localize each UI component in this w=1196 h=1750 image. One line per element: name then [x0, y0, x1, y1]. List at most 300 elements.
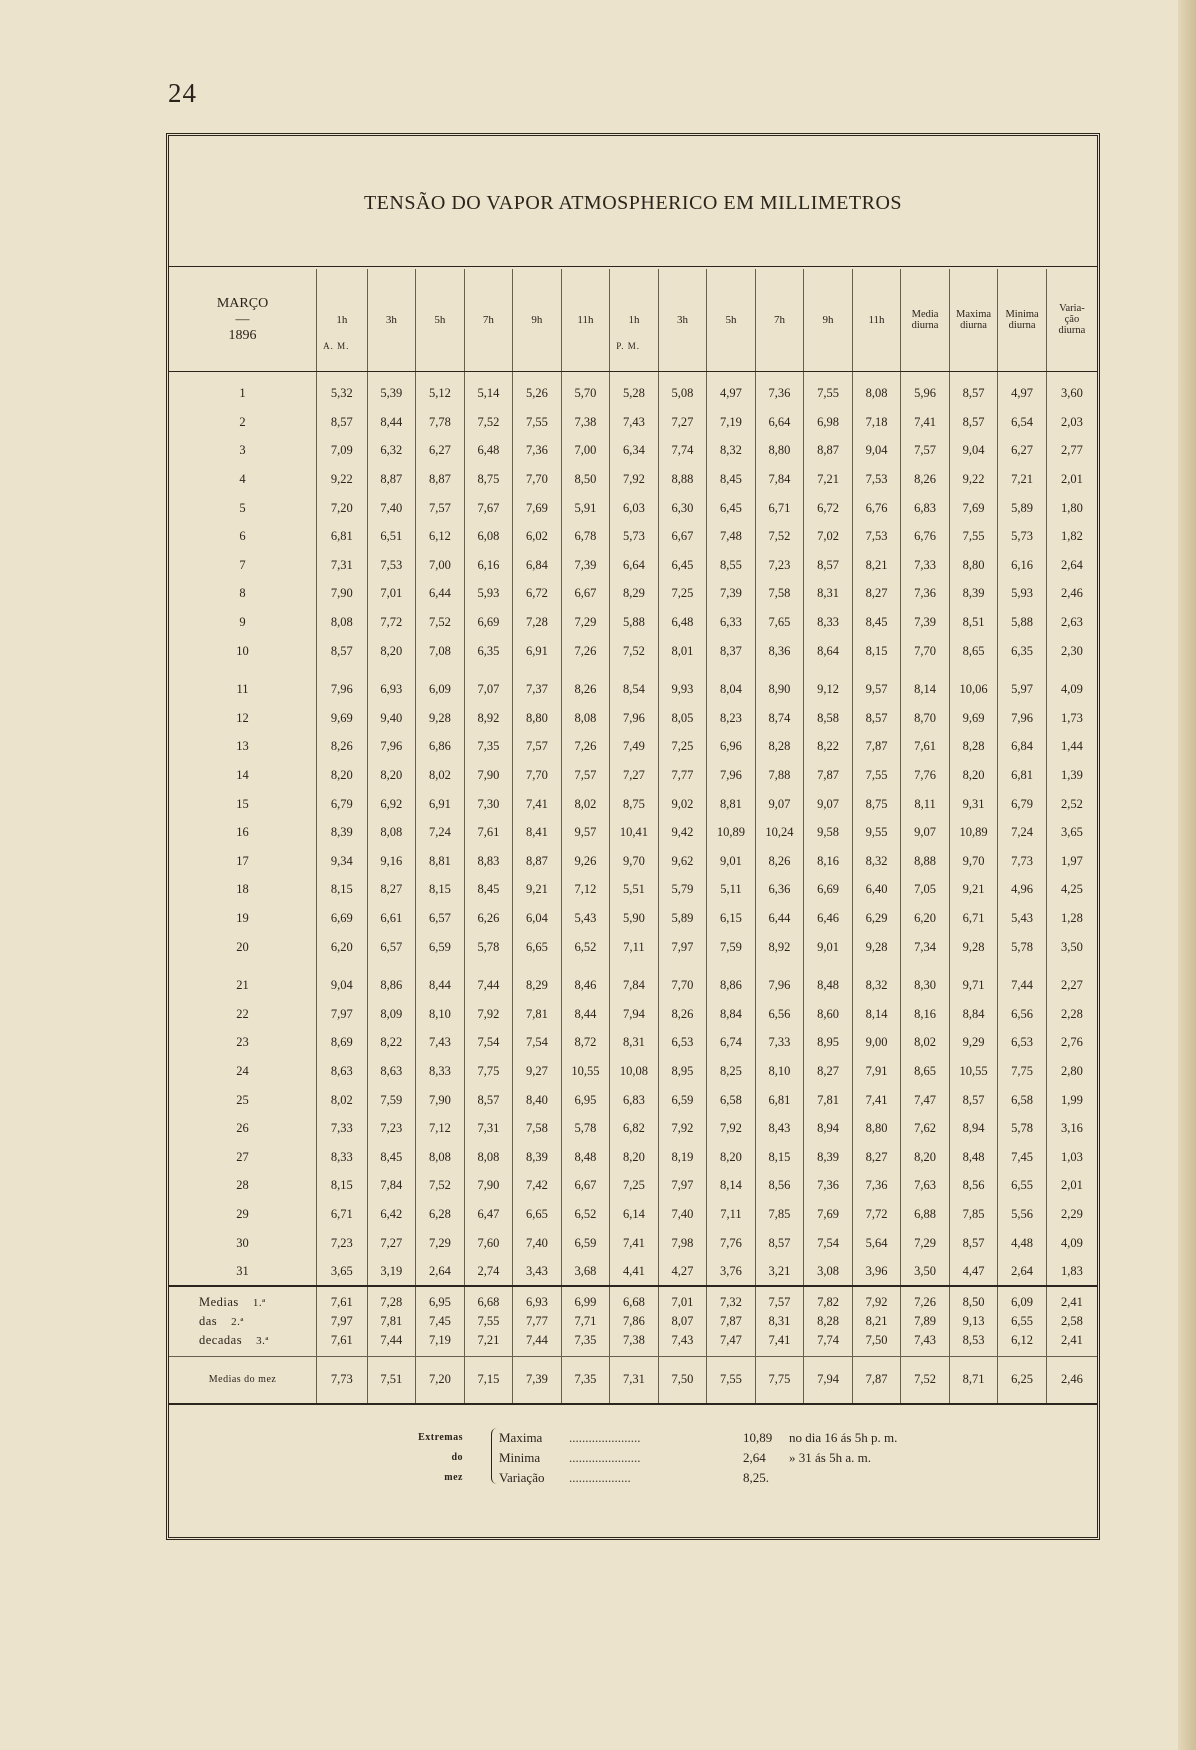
value-cell: 8,57 — [949, 1086, 998, 1115]
value-cell: 9,55 — [852, 818, 901, 847]
value-cell: 7,19 — [416, 1331, 465, 1357]
value-cell: 8,39 — [949, 580, 998, 609]
value-cell: 8,57 — [464, 1086, 513, 1115]
value-cell: 2,63 — [1046, 608, 1097, 637]
spacer-cell — [707, 665, 756, 675]
value-cell: 8,20 — [317, 761, 368, 790]
value-cell: 8,75 — [610, 790, 659, 819]
value-cell: 6,72 — [513, 580, 562, 609]
value-cell: 5,08 — [658, 380, 707, 409]
table-row — [169, 380, 1097, 409]
value-cell: 6,45 — [658, 551, 707, 580]
value-cell: 8,57 — [852, 704, 901, 733]
value-cell: 8,33 — [804, 608, 853, 637]
value-cell: 2,74 — [464, 1257, 513, 1286]
value-cell: 7,90 — [416, 1086, 465, 1115]
hour-label: 9h — [822, 314, 834, 327]
value-cell: 7,29 — [561, 608, 610, 637]
value-cell: 8,87 — [804, 437, 853, 466]
value-cell: 8,69 — [317, 1029, 368, 1058]
value-cell: 3,16 — [1046, 1114, 1097, 1143]
value-cell: 7,39 — [901, 608, 950, 637]
value-cell: 7,52 — [464, 408, 513, 437]
value-cell: 8,39 — [804, 1143, 853, 1172]
value-cell: 9,28 — [949, 933, 998, 962]
value-cell: 7,84 — [755, 465, 804, 494]
value-cell: 7,25 — [658, 733, 707, 762]
value-cell: 4,96 — [998, 876, 1047, 905]
value-cell: 6,52 — [561, 1200, 610, 1229]
value-cell: 7,21 — [464, 1331, 513, 1357]
value-cell: 8,81 — [707, 790, 756, 819]
value-cell: 7,07 — [464, 675, 513, 704]
day-number: 6 — [239, 529, 246, 544]
spacer-cell — [513, 371, 562, 380]
table-row — [169, 408, 1097, 437]
day-number: 7 — [239, 557, 246, 572]
value-cell: 8,70 — [901, 704, 950, 733]
value-cell: 7,28 — [513, 608, 562, 637]
day-number: 2 — [239, 414, 246, 429]
value-cell: 7,33 — [317, 1114, 368, 1143]
day-number: 3 — [239, 443, 246, 458]
value-cell: 7,92 — [464, 1000, 513, 1029]
value-cell: 7,34 — [901, 933, 950, 962]
value-cell: 6,91 — [416, 790, 465, 819]
value-cell: 2,41 — [1046, 1331, 1097, 1357]
value-cell: 8,57 — [317, 408, 368, 437]
value-cell: 6,65 — [513, 933, 562, 962]
value-cell: 7,57 — [513, 733, 562, 762]
value-cell: 7,21 — [998, 465, 1047, 494]
value-cell: 8,45 — [852, 608, 901, 637]
value-cell: 4,41 — [610, 1257, 659, 1286]
header-line: Varia- — [1059, 303, 1085, 315]
value-cell: 8,10 — [416, 1000, 465, 1029]
spacer-cell — [610, 371, 659, 380]
table-row — [169, 1057, 1097, 1086]
value-cell: 8,60 — [804, 1000, 853, 1029]
value-cell: 8,45 — [707, 465, 756, 494]
value-cell: 6,82 — [610, 1114, 659, 1143]
day-number: 5 — [239, 500, 246, 515]
value-cell: 8,02 — [317, 1086, 368, 1115]
value-cell: 6,46 — [804, 904, 853, 933]
title-box — [169, 136, 1097, 267]
value-cell: 8,65 — [949, 637, 998, 666]
value-cell: 8,33 — [317, 1143, 368, 1172]
decada-number: 1.ª — [252, 1296, 266, 1309]
value-cell: 7,27 — [658, 408, 707, 437]
value-cell: 5,96 — [901, 380, 950, 409]
value-cell: 8,50 — [561, 465, 610, 494]
value-cell: 2,64 — [416, 1257, 465, 1286]
value-cell: 7,53 — [367, 551, 416, 580]
value-cell: 6,36 — [755, 876, 804, 905]
value-cell: 8,20 — [707, 1143, 756, 1172]
value-cell: 6,16 — [998, 551, 1047, 580]
day-number: 31 — [236, 1263, 249, 1278]
spacer-cell — [658, 961, 707, 971]
value-cell: 3,21 — [755, 1257, 804, 1286]
value-cell: 3,65 — [317, 1257, 368, 1286]
spacer-cell — [852, 961, 901, 971]
value-cell: 6,59 — [416, 933, 465, 962]
value-cell: 7,39 — [561, 551, 610, 580]
value-cell: 7,96 — [367, 733, 416, 762]
value-cell: 2,64 — [1046, 551, 1097, 580]
value-cell: 7,55 — [513, 408, 562, 437]
value-cell: 7,59 — [707, 933, 756, 962]
value-cell: 7,36 — [852, 1172, 901, 1201]
extremas-label: do — [451, 1452, 463, 1463]
value-cell: 8,95 — [658, 1057, 707, 1086]
value-cell: 5,91 — [561, 494, 610, 523]
value-cell: 7,57 — [901, 437, 950, 466]
hour-header — [610, 269, 659, 371]
value-cell: 7,26 — [901, 1286, 950, 1312]
value-cell: 8,28 — [949, 733, 998, 762]
value-cell: 6,20 — [317, 933, 368, 962]
spacer-cell — [852, 665, 901, 675]
value-cell: 7,52 — [610, 637, 659, 666]
spacer-cell — [317, 961, 368, 971]
value-cell: 7,96 — [610, 704, 659, 733]
value-cell: 6,03 — [610, 494, 659, 523]
value-cell: 9,40 — [367, 704, 416, 733]
extremas-value: 10,89 — [743, 1430, 773, 1445]
value-cell: 3,76 — [707, 1257, 756, 1286]
value-cell: 5,26 — [513, 380, 562, 409]
value-cell: 7,44 — [998, 971, 1047, 1000]
value-cell: 7,35 — [561, 1331, 610, 1357]
value-cell: 6,69 — [464, 608, 513, 637]
value-cell: 8,08 — [561, 704, 610, 733]
hour-label: 7h — [773, 314, 785, 327]
value-cell: 7,28 — [367, 1286, 416, 1312]
value-cell: 8,02 — [416, 761, 465, 790]
value-cell: 8,26 — [561, 675, 610, 704]
value-cell: 8,26 — [317, 733, 368, 762]
spacer-cell — [513, 665, 562, 675]
data-table — [169, 269, 1097, 1405]
value-cell: 7,87 — [852, 733, 901, 762]
value-cell: 7,84 — [367, 1172, 416, 1201]
value-cell: 8,20 — [949, 761, 998, 790]
value-cell: 3,60 — [1046, 380, 1097, 409]
value-cell: 8,56 — [755, 1172, 804, 1201]
spacer-cell — [513, 961, 562, 971]
value-cell: 2,03 — [1046, 408, 1097, 437]
value-cell: 8,26 — [901, 465, 950, 494]
extremas-row-variacao — [169, 1468, 1097, 1488]
value-cell: 4,47 — [949, 1257, 998, 1286]
pad-row — [169, 371, 1097, 380]
header-line: Media — [911, 308, 939, 320]
spacer-cell — [755, 371, 804, 380]
value-cell: 9,93 — [658, 675, 707, 704]
decada-label — [169, 1312, 317, 1331]
value-cell: 8,37 — [707, 637, 756, 666]
value-cell: 7,92 — [658, 1114, 707, 1143]
header-line: diurna — [1008, 319, 1036, 331]
value-cell: 6,55 — [998, 1172, 1047, 1201]
value-cell: 6,79 — [998, 790, 1047, 819]
value-cell: 6,79 — [317, 790, 368, 819]
value-cell: 7,43 — [610, 408, 659, 437]
day-number: 22 — [236, 1006, 249, 1021]
value-cell: 8,75 — [464, 465, 513, 494]
table-row — [169, 637, 1097, 666]
value-cell: 9,22 — [317, 465, 368, 494]
value-cell: 7,47 — [707, 1331, 756, 1357]
value-cell: 2,27 — [1046, 971, 1097, 1000]
value-cell: 9,04 — [949, 437, 998, 466]
value-cell: 7,43 — [901, 1331, 950, 1357]
value-cell: 6,93 — [367, 675, 416, 704]
day-number: 18 — [236, 882, 249, 897]
value-cell: 8,31 — [804, 580, 853, 609]
value-cell: 7,87 — [804, 761, 853, 790]
value-cell: 8,15 — [416, 876, 465, 905]
value-cell: 1,80 — [1046, 494, 1097, 523]
value-cell: 10,89 — [707, 818, 756, 847]
value-cell: 6,53 — [998, 1029, 1047, 1058]
value-cell: 7,55 — [852, 761, 901, 790]
value-cell: 7,11 — [707, 1200, 756, 1229]
table-row — [169, 437, 1097, 466]
value-cell: 6,42 — [367, 1200, 416, 1229]
hour-header — [755, 269, 804, 371]
decada-label-text: Medias — [199, 1294, 239, 1309]
value-cell: 7,65 — [755, 608, 804, 637]
value-cell: 9,58 — [804, 818, 853, 847]
maxima-diurna-header — [949, 269, 998, 371]
value-cell: 8,26 — [755, 847, 804, 876]
hour-label: 3h — [676, 314, 688, 327]
value-cell: 9,57 — [852, 675, 901, 704]
value-cell: 7,92 — [852, 1286, 901, 1312]
value-cell: 7,01 — [658, 1286, 707, 1312]
value-cell: 6,14 — [610, 1200, 659, 1229]
value-cell: 8,80 — [949, 551, 998, 580]
day-number: 17 — [236, 853, 249, 868]
value-cell: 7,20 — [317, 494, 368, 523]
value-cell: 8,80 — [755, 437, 804, 466]
value-cell: 7,33 — [755, 1029, 804, 1058]
value-cell: 7,36 — [513, 437, 562, 466]
value-cell: 6,81 — [317, 522, 368, 551]
value-cell: 7,33 — [901, 551, 950, 580]
value-cell: 6,65 — [513, 1200, 562, 1229]
value-cell: 9,27 — [513, 1057, 562, 1086]
value-cell: 8,21 — [852, 551, 901, 580]
value-cell: 5,11 — [707, 876, 756, 905]
value-cell: 8,72 — [561, 1029, 610, 1058]
value-cell: 5,97 — [998, 675, 1047, 704]
value-cell: 6,27 — [998, 437, 1047, 466]
value-cell: 8,20 — [901, 1143, 950, 1172]
value-cell: 6,61 — [367, 904, 416, 933]
spacer-cell — [464, 961, 513, 971]
spacer-cell — [169, 961, 317, 971]
value-cell: 8,48 — [561, 1143, 610, 1172]
value-cell: 9,71 — [949, 971, 998, 1000]
value-cell: 9,04 — [317, 971, 368, 1000]
value-cell: 8,54 — [610, 675, 659, 704]
value-cell: 7,76 — [707, 1229, 756, 1258]
media-diurna-header — [901, 269, 950, 371]
extremas-desc: » 31 ás 5h a. m. — [789, 1450, 871, 1465]
value-cell: 8,80 — [513, 704, 562, 733]
value-cell: 7,27 — [367, 1229, 416, 1258]
value-cell: 7,57 — [416, 494, 465, 523]
spacer-cell — [852, 371, 901, 380]
value-cell: 2,80 — [1046, 1057, 1097, 1086]
day-number: 26 — [236, 1121, 249, 1136]
value-cell: 7,27 — [610, 761, 659, 790]
value-cell: 6,09 — [998, 1286, 1047, 1312]
value-cell: 6,58 — [998, 1086, 1047, 1115]
value-cell: 7,41 — [513, 790, 562, 819]
decada-number: 3.ª — [256, 1334, 269, 1347]
value-cell: 7,12 — [416, 1114, 465, 1143]
value-cell: 8,19 — [658, 1143, 707, 1172]
value-cell: 7,82 — [804, 1286, 853, 1312]
value-cell: 8,27 — [852, 1143, 901, 1172]
value-cell: 6,32 — [367, 437, 416, 466]
value-cell: 8,43 — [755, 1114, 804, 1143]
value-cell: 8,14 — [901, 675, 950, 704]
spacer-cell — [1046, 665, 1097, 675]
value-cell: 5,88 — [610, 608, 659, 637]
value-cell: 6,84 — [513, 551, 562, 580]
header-line: diurna — [1058, 325, 1086, 337]
value-cell: 7,97 — [317, 1000, 368, 1029]
value-cell: 8,44 — [416, 971, 465, 1000]
value-cell: 5,28 — [610, 380, 659, 409]
value-cell: 7,90 — [464, 1172, 513, 1201]
value-cell: 8,02 — [561, 790, 610, 819]
value-cell: 9,26 — [561, 847, 610, 876]
value-cell: 7,55 — [707, 1356, 756, 1404]
hour-label: 3h — [385, 314, 397, 327]
am-label: A. M. — [323, 340, 350, 351]
value-cell: 7,36 — [804, 1172, 853, 1201]
value-cell: 7,20 — [416, 1356, 465, 1404]
value-cell: 6,83 — [610, 1086, 659, 1115]
value-cell: 4,09 — [1046, 675, 1097, 704]
value-cell: 6,02 — [513, 522, 562, 551]
value-cell: 8,09 — [367, 1000, 416, 1029]
value-cell: 6,33 — [707, 608, 756, 637]
value-cell: 9,34 — [317, 847, 368, 876]
value-cell: 6,40 — [852, 876, 901, 905]
table-row — [169, 1143, 1097, 1172]
value-cell: 6,57 — [367, 933, 416, 962]
value-cell: 8,87 — [367, 465, 416, 494]
month-header — [169, 269, 317, 371]
value-cell: 7,92 — [610, 465, 659, 494]
value-cell: 8,25 — [707, 1057, 756, 1086]
value-cell: 6,56 — [998, 1000, 1047, 1029]
value-cell: 8,57 — [804, 551, 853, 580]
value-cell: 5,43 — [561, 904, 610, 933]
value-cell: 8,87 — [416, 465, 465, 494]
value-cell: 9,57 — [561, 818, 610, 847]
value-cell: 8,29 — [513, 971, 562, 1000]
hour-header — [367, 269, 416, 371]
value-cell: 6,76 — [901, 522, 950, 551]
value-cell: 8,04 — [707, 675, 756, 704]
spacer-cell — [949, 665, 998, 675]
value-cell: 7,86 — [610, 1312, 659, 1331]
spacer-cell — [755, 961, 804, 971]
value-cell: 6,12 — [998, 1331, 1047, 1357]
day-number: 30 — [236, 1235, 249, 1250]
value-cell: 9,13 — [949, 1312, 998, 1331]
extremas-value: 8,25. — [743, 1470, 769, 1485]
value-cell: 8,63 — [367, 1057, 416, 1086]
value-cell: 1,28 — [1046, 904, 1097, 933]
value-cell: 3,19 — [367, 1257, 416, 1286]
day-number: 15 — [236, 796, 249, 811]
value-cell: 7,00 — [416, 551, 465, 580]
value-cell: 8,40 — [513, 1086, 562, 1115]
value-cell: 7,70 — [513, 761, 562, 790]
medias-mez-label: Medias do mez — [169, 1356, 317, 1404]
value-cell: 7,73 — [317, 1356, 368, 1404]
value-cell: 8,92 — [755, 933, 804, 962]
value-cell: 7,74 — [804, 1331, 853, 1357]
value-cell: 2,01 — [1046, 1172, 1097, 1201]
value-cell: 8,63 — [317, 1057, 368, 1086]
value-cell: 6,44 — [416, 580, 465, 609]
value-cell: 5,93 — [464, 580, 513, 609]
value-cell: 2,01 — [1046, 465, 1097, 494]
hour-header — [416, 269, 465, 371]
decade-gap — [169, 961, 1097, 971]
value-cell: 8,83 — [464, 847, 513, 876]
value-cell: 6,71 — [317, 1200, 368, 1229]
day-number: 28 — [236, 1178, 249, 1193]
value-cell: 8,08 — [416, 1143, 465, 1172]
value-cell: 8,45 — [464, 876, 513, 905]
table-row — [169, 1029, 1097, 1058]
value-cell: 6,25 — [998, 1356, 1047, 1404]
value-cell: 5,51 — [610, 876, 659, 905]
minima-diurna-header — [998, 269, 1047, 371]
value-cell: 9,07 — [755, 790, 804, 819]
value-cell: 6,93 — [513, 1286, 562, 1312]
value-cell: 7,69 — [804, 1200, 853, 1229]
value-cell: 6,58 — [707, 1086, 756, 1115]
value-cell: 7,41 — [852, 1086, 901, 1115]
value-cell: 7,61 — [317, 1286, 368, 1312]
decada-label-text: das — [199, 1313, 218, 1328]
value-cell: 6,08 — [464, 522, 513, 551]
value-cell: 3,43 — [513, 1257, 562, 1286]
table-row — [169, 847, 1097, 876]
value-cell: 7,26 — [561, 637, 610, 666]
table-title: TENSÃO DO VAPOR ATMOSPHERICO EM MILLIMETROS — [363, 192, 903, 214]
value-cell: 5,12 — [416, 380, 465, 409]
value-cell: 1,83 — [1046, 1257, 1097, 1286]
value-cell: 8,28 — [804, 1312, 853, 1331]
value-cell: 7,42 — [513, 1172, 562, 1201]
value-cell: 6,72 — [804, 494, 853, 523]
value-cell: 6,27 — [416, 437, 465, 466]
